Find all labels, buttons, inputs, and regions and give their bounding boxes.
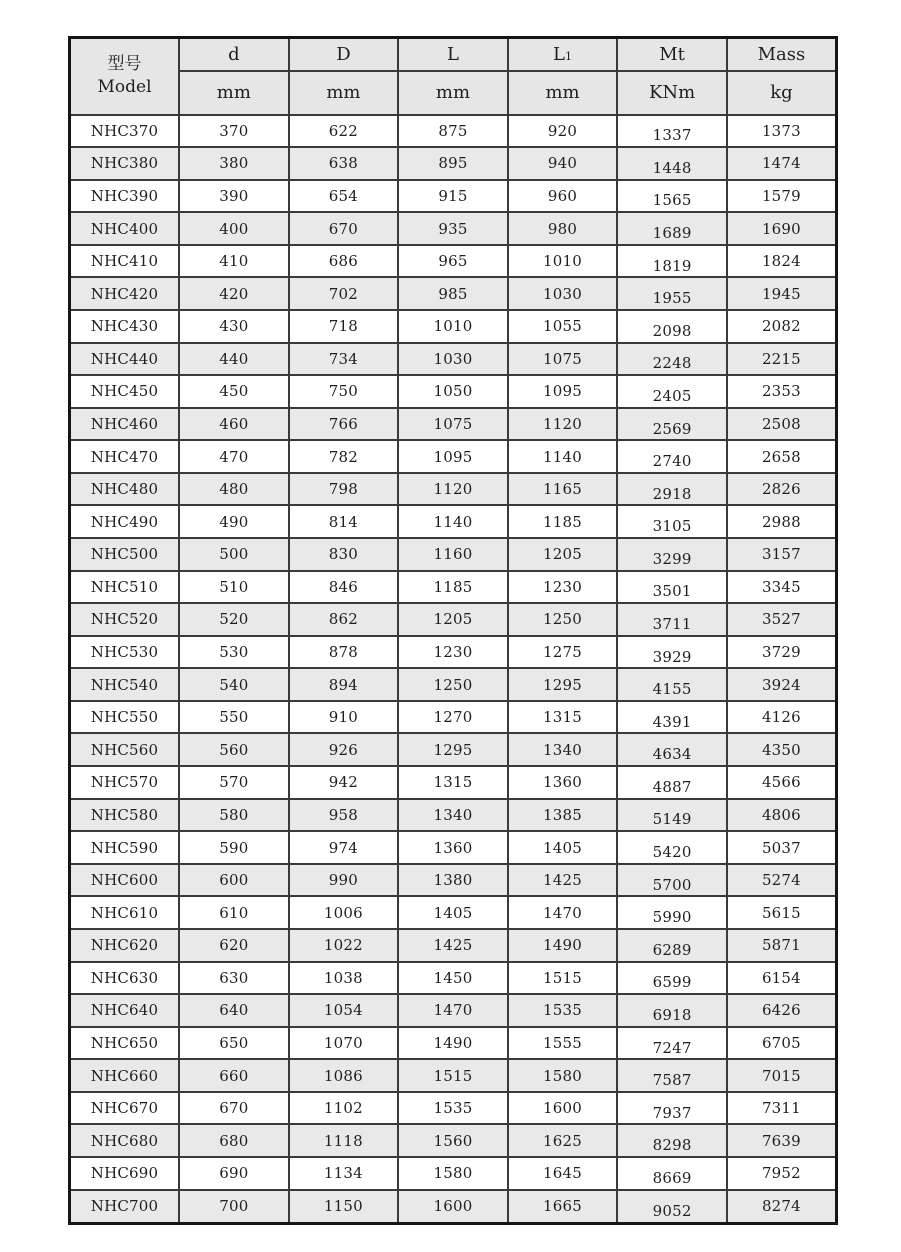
value-cell: 3501 [617,571,727,604]
value-cell: 750 [289,375,399,408]
value-cell: 1022 [289,929,399,962]
value-cell: 2353 [727,375,837,408]
value-cell: 8274 [727,1190,837,1224]
value-cell: 1690 [727,212,837,245]
table-row [70,375,837,408]
value-cell: 798 [289,473,399,506]
table-row [70,668,837,701]
value-cell: 1474 [727,147,837,180]
table-row [70,571,837,604]
value-cell: 1134 [289,1157,399,1190]
model-cell: NHC540 [70,668,180,701]
model-cell: NHC520 [70,603,180,636]
value-cell: 670 [289,212,399,245]
value-cell: 1579 [727,180,837,213]
value-cell: 1380 [398,864,508,897]
value-cell: 2098 [617,310,727,343]
value-cell: 700 [179,1190,289,1224]
value-cell: 7311 [727,1092,837,1125]
value-cell: 7587 [617,1059,727,1092]
value-cell: 1150 [289,1190,399,1224]
value-cell: 1470 [398,994,508,1027]
table-row [70,864,837,897]
value-cell: 1425 [398,929,508,962]
value-cell: 3299 [617,538,727,571]
value-cell: 1075 [398,408,508,441]
value-cell: 5149 [617,799,727,832]
table-row [70,766,837,799]
value-cell: 1075 [508,343,618,376]
value-cell: 1275 [508,636,618,669]
value-cell: 460 [179,408,289,441]
model-cell: NHC650 [70,1027,180,1060]
value-cell: 2508 [727,408,837,441]
value-cell: 570 [179,766,289,799]
value-cell: 990 [289,864,399,897]
value-cell: 1819 [617,245,727,278]
value-cell: 540 [179,668,289,701]
table-row [70,473,837,506]
model-cell: NHC560 [70,733,180,766]
value-cell: 1050 [398,375,508,408]
value-cell: 638 [289,147,399,180]
value-cell: 1295 [398,733,508,766]
value-cell: 1095 [398,440,508,473]
value-cell: 690 [179,1157,289,1190]
value-cell: 1250 [508,603,618,636]
value-cell: 915 [398,180,508,213]
table-row [70,343,837,376]
value-cell: 960 [508,180,618,213]
value-cell: 2826 [727,473,837,506]
model-cell: NHC470 [70,440,180,473]
value-cell: 3105 [617,505,727,538]
value-cell: 6426 [727,994,837,1027]
table-row [70,636,837,669]
value-cell: 1490 [398,1027,508,1060]
model-cell: NHC430 [70,310,180,343]
value-cell: 686 [289,245,399,278]
table-row [70,831,837,864]
value-cell: 1600 [508,1092,618,1125]
value-cell: 1230 [398,636,508,669]
value-cell: 7952 [727,1157,837,1190]
value-cell: 4350 [727,733,837,766]
model-cell: NHC590 [70,831,180,864]
value-cell: 2740 [617,440,727,473]
unit-L1: mm [508,71,618,115]
table-header [70,38,837,115]
value-cell: 410 [179,245,289,278]
value-cell: 3924 [727,668,837,701]
model-cell: NHC670 [70,1092,180,1125]
model-header-zh: 型号 [107,54,142,75]
value-cell: 875 [398,115,508,148]
value-cell: 580 [179,799,289,832]
value-cell: 400 [179,212,289,245]
model-cell: NHC410 [70,245,180,278]
value-cell: 814 [289,505,399,538]
value-cell: 965 [398,245,508,278]
value-cell: 470 [179,440,289,473]
value-cell: 5615 [727,896,837,929]
model-cell: NHC580 [70,799,180,832]
unit-Mass: kg [727,71,837,115]
value-cell: 1665 [508,1190,618,1224]
value-cell: 520 [179,603,289,636]
value-cell: 5700 [617,864,727,897]
value-cell: 1373 [727,115,837,148]
table-row [70,408,837,441]
value-cell: 1140 [508,440,618,473]
model-header-en: Model [97,77,152,98]
value-cell: 1425 [508,864,618,897]
value-cell: 7639 [727,1124,837,1157]
value-cell: 926 [289,733,399,766]
value-cell: 1824 [727,245,837,278]
value-cell: 622 [289,115,399,148]
value-cell: 1340 [398,799,508,832]
value-cell: 610 [179,896,289,929]
value-cell: 480 [179,473,289,506]
value-cell: 3711 [617,603,727,636]
value-cell: 8669 [617,1157,727,1190]
value-cell: 958 [289,799,399,832]
value-cell: 1515 [508,962,618,995]
value-cell: 920 [508,115,618,148]
value-cell: 6289 [617,929,727,962]
value-cell: 766 [289,408,399,441]
value-cell: 4155 [617,668,727,701]
value-cell: 894 [289,668,399,701]
model-cell: NHC550 [70,701,180,734]
value-cell: 1448 [617,147,727,180]
value-cell: 4391 [617,701,727,734]
value-cell: 3527 [727,603,837,636]
value-cell: 8298 [617,1124,727,1157]
model-cell: NHC480 [70,473,180,506]
model-cell: NHC450 [70,375,180,408]
value-cell: 2082 [727,310,837,343]
value-cell: 782 [289,440,399,473]
table-row [70,1059,837,1092]
table-row [70,1157,837,1190]
value-cell: 6705 [727,1027,837,1060]
unit-Mt: KNm [617,71,727,115]
table-row [70,310,837,343]
table-row [70,505,837,538]
value-cell: 1645 [508,1157,618,1190]
value-cell: 2918 [617,473,727,506]
table-row [70,799,837,832]
column-header-model [70,38,180,115]
value-cell: 1360 [398,831,508,864]
model-cell: NHC510 [70,571,180,604]
table-row [70,538,837,571]
value-cell: 2569 [617,408,727,441]
value-cell: 1250 [398,668,508,701]
value-cell: 4806 [727,799,837,832]
table-row [70,245,837,278]
model-cell: NHC660 [70,1059,180,1092]
value-cell: 640 [179,994,289,1027]
value-cell: 4634 [617,733,727,766]
model-cell: NHC690 [70,1157,180,1190]
value-cell: 940 [508,147,618,180]
value-cell: 1337 [617,115,727,148]
value-cell: 1625 [508,1124,618,1157]
value-cell: 1470 [508,896,618,929]
value-cell: 1010 [398,310,508,343]
value-cell: 500 [179,538,289,571]
value-cell: 1450 [398,962,508,995]
value-cell: 560 [179,733,289,766]
value-cell: 1086 [289,1059,399,1092]
value-cell: 942 [289,766,399,799]
value-cell: 370 [179,115,289,148]
value-cell: 862 [289,603,399,636]
model-cell: NHC400 [70,212,180,245]
value-cell: 5037 [727,831,837,864]
value-cell: 7015 [727,1059,837,1092]
table-row [70,733,837,766]
value-cell: 1600 [398,1190,508,1224]
value-cell: 2215 [727,343,837,376]
value-cell: 1340 [508,733,618,766]
value-cell: 7937 [617,1092,727,1125]
value-cell: 550 [179,701,289,734]
table-row [70,1190,837,1224]
value-cell: 6918 [617,994,727,1027]
value-cell: 1030 [508,277,618,310]
value-cell: 974 [289,831,399,864]
value-cell: 390 [179,180,289,213]
value-cell: 1070 [289,1027,399,1060]
value-cell: 9052 [617,1190,727,1224]
value-cell: 734 [289,343,399,376]
column-header-Mt: Mt [617,38,727,71]
model-cell: NHC380 [70,147,180,180]
model-cell: NHC500 [70,538,180,571]
table-row [70,147,837,180]
unit-L: mm [398,71,508,115]
model-cell: NHC600 [70,864,180,897]
model-cell: NHC460 [70,408,180,441]
unit-d: mm [179,71,289,115]
value-cell: 1095 [508,375,618,408]
header-label-row [70,38,837,71]
header-unit-row [70,71,837,115]
value-cell: 1010 [508,245,618,278]
value-cell: 2248 [617,343,727,376]
value-cell: 1555 [508,1027,618,1060]
value-cell: 2405 [617,375,727,408]
value-cell: 1185 [398,571,508,604]
model-cell: NHC630 [70,962,180,995]
value-cell: 1385 [508,799,618,832]
model-cell: NHC680 [70,1124,180,1157]
model-cell: NHC610 [70,896,180,929]
value-cell: 650 [179,1027,289,1060]
value-cell: 702 [289,277,399,310]
value-cell: 1405 [508,831,618,864]
value-cell: 5871 [727,929,837,962]
value-cell: 2658 [727,440,837,473]
table-row [70,962,837,995]
value-cell: 4887 [617,766,727,799]
value-cell: 5420 [617,831,727,864]
value-cell: 490 [179,505,289,538]
column-header-d: d [179,38,289,71]
value-cell: 846 [289,571,399,604]
value-cell: 530 [179,636,289,669]
unit-D: mm [289,71,399,115]
model-cell: NHC530 [70,636,180,669]
value-cell: 1560 [398,1124,508,1157]
table-row [70,603,837,636]
value-cell: 5990 [617,896,727,929]
value-cell: 1185 [508,505,618,538]
table-row [70,1027,837,1060]
value-cell: 1405 [398,896,508,929]
value-cell: 1038 [289,962,399,995]
value-cell: 1030 [398,343,508,376]
value-cell: 1565 [617,180,727,213]
column-header-L: L [398,38,508,71]
value-cell: 1515 [398,1059,508,1092]
value-cell: 935 [398,212,508,245]
table-row [70,212,837,245]
value-cell: 654 [289,180,399,213]
value-cell: 1230 [508,571,618,604]
table-row [70,994,837,1027]
value-cell: 1205 [398,603,508,636]
model-cell: NHC700 [70,1190,180,1224]
value-cell: 1360 [508,766,618,799]
table-row [70,701,837,734]
value-cell: 1165 [508,473,618,506]
value-cell: 985 [398,277,508,310]
column-header-L1: L1 [508,38,618,71]
value-cell: 4126 [727,701,837,734]
value-cell: 1102 [289,1092,399,1125]
value-cell: 1270 [398,701,508,734]
model-cell: NHC490 [70,505,180,538]
model-cell: NHC620 [70,929,180,962]
value-cell: 1490 [508,929,618,962]
value-cell: 830 [289,538,399,571]
value-cell: 450 [179,375,289,408]
value-cell: 1315 [508,701,618,734]
value-cell: 3729 [727,636,837,669]
value-cell: 1580 [508,1059,618,1092]
value-cell: 910 [289,701,399,734]
value-cell: 590 [179,831,289,864]
table-row [70,929,837,962]
value-cell: 6154 [727,962,837,995]
table-row [70,440,837,473]
value-cell: 980 [508,212,618,245]
value-cell: 1160 [398,538,508,571]
value-cell: 1205 [508,538,618,571]
value-cell: 878 [289,636,399,669]
value-cell: 3345 [727,571,837,604]
column-header-Mass: Mass [727,38,837,71]
table-row [70,1124,837,1157]
value-cell: 1054 [289,994,399,1027]
value-cell: 1689 [617,212,727,245]
spec-table [68,36,838,1225]
value-cell: 3157 [727,538,837,571]
value-cell: 1535 [508,994,618,1027]
value-cell: 1006 [289,896,399,929]
model-cell: NHC420 [70,277,180,310]
value-cell: 630 [179,962,289,995]
value-cell: 1955 [617,277,727,310]
value-cell: 1580 [398,1157,508,1190]
value-cell: 620 [179,929,289,962]
value-cell: 680 [179,1124,289,1157]
value-cell: 670 [179,1092,289,1125]
model-cell: NHC390 [70,180,180,213]
value-cell: 4566 [727,766,837,799]
table-row [70,115,837,148]
value-cell: 2988 [727,505,837,538]
value-cell: 3929 [617,636,727,669]
value-cell: 1055 [508,310,618,343]
value-cell: 1140 [398,505,508,538]
value-cell: 1295 [508,668,618,701]
model-cell: NHC440 [70,343,180,376]
value-cell: 1118 [289,1124,399,1157]
value-cell: 1945 [727,277,837,310]
value-cell: 380 [179,147,289,180]
model-cell: NHC640 [70,994,180,1027]
value-cell: 660 [179,1059,289,1092]
value-cell: 895 [398,147,508,180]
value-cell: 430 [179,310,289,343]
table-row [70,896,837,929]
value-cell: 1315 [398,766,508,799]
value-cell: 510 [179,571,289,604]
value-cell: 440 [179,343,289,376]
value-cell: 600 [179,864,289,897]
value-cell: 1120 [398,473,508,506]
value-cell: 718 [289,310,399,343]
column-header-D: D [289,38,399,71]
table-row [70,277,837,310]
model-cell: NHC570 [70,766,180,799]
value-cell: 5274 [727,864,837,897]
table-row [70,180,837,213]
model-cell: NHC370 [70,115,180,148]
value-cell: 420 [179,277,289,310]
value-cell: 7247 [617,1027,727,1060]
value-cell: 6599 [617,962,727,995]
table-body [70,115,837,1224]
table-row [70,1092,837,1125]
value-cell: 1120 [508,408,618,441]
value-cell: 1535 [398,1092,508,1125]
